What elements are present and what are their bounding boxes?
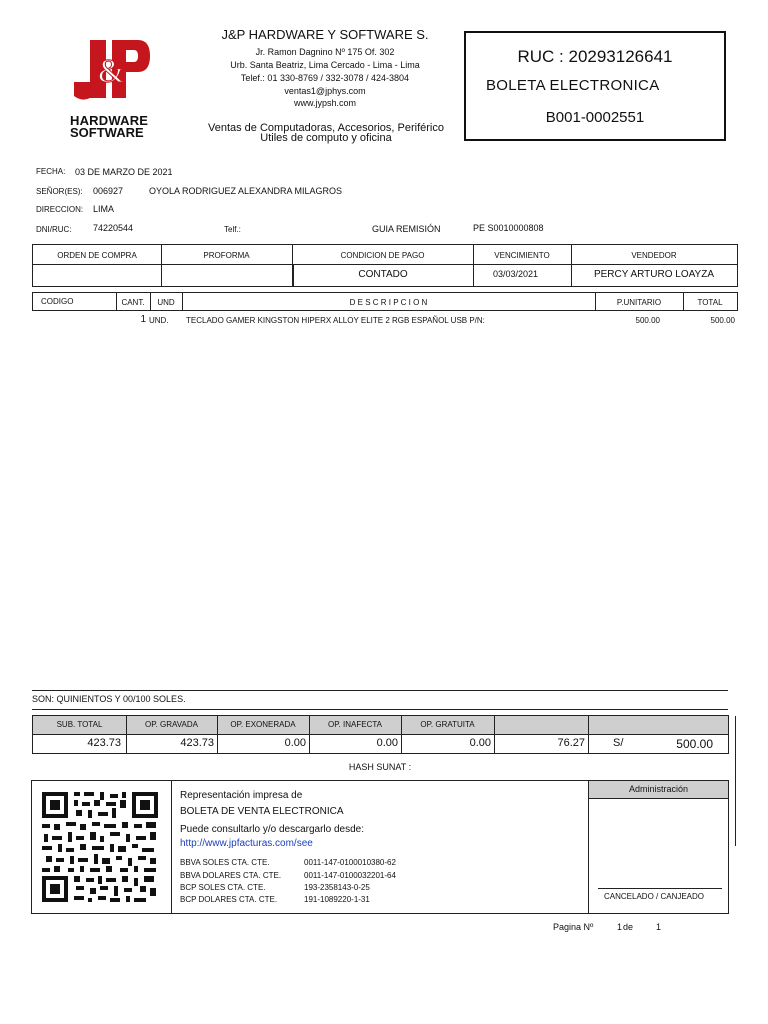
son-bottom-rule bbox=[32, 709, 728, 710]
cancelado-label: CANCELADO / CANJEADO bbox=[604, 892, 705, 901]
order-header-vendedor: VENDEDOR bbox=[631, 251, 677, 260]
amount-in-words: SON: QUINIENTOS Y 00/100 SOLES. bbox=[32, 694, 186, 704]
totals-value-subtotal: 423.73 bbox=[87, 737, 121, 749]
bank-name-2: BBVA DOLARES CTA. CTE. bbox=[180, 871, 282, 880]
bank-number-3: 193-2358143-0-25 bbox=[304, 883, 370, 892]
page-current: 1 bbox=[617, 922, 623, 932]
order-header-proforma: PROFORMA bbox=[203, 251, 250, 260]
company-logo bbox=[68, 38, 152, 138]
jp-logo-mark bbox=[68, 38, 152, 110]
order-value-vendedor: PERCY ARTURO LOAYZA bbox=[593, 269, 715, 280]
order-table bbox=[32, 244, 738, 287]
order-header-orden: ORDEN DE COMPRA bbox=[57, 251, 137, 260]
item-und: UND. bbox=[149, 316, 169, 325]
ruc-box bbox=[464, 31, 726, 141]
items-header-cant: CANT. bbox=[121, 298, 145, 307]
footer-box bbox=[31, 780, 729, 914]
bank-number-2: 0011-147-0100032201-64 bbox=[304, 871, 396, 880]
direccion-label: DIRECCION: bbox=[36, 205, 84, 214]
dni-value: 74220544 bbox=[93, 223, 134, 233]
svg-text:&: & bbox=[98, 53, 125, 90]
order-header-condicion: CONDICION DE PAGO bbox=[340, 251, 425, 260]
fecha-label: FECHA: bbox=[36, 167, 66, 176]
fecha-value: 03 DE MARZO DE 2021 bbox=[75, 167, 173, 177]
company-web: www.jypsh.com bbox=[293, 98, 356, 108]
order-header-vencimiento: VENCIMIENTO bbox=[494, 251, 550, 260]
company-address-1: Jr. Ramon Dagnino Nº 175 Of. 302 bbox=[255, 47, 395, 57]
company-name: J&P HARDWARE Y SOFTWARE S. bbox=[221, 27, 429, 42]
client-code: 006927 bbox=[93, 186, 124, 196]
page-total: 1 bbox=[656, 922, 662, 932]
page-de: de bbox=[623, 922, 634, 932]
totals-value-gravada: 423.73 bbox=[180, 737, 214, 749]
consult-link[interactable]: http://www.jpfacturas.com/see bbox=[180, 838, 313, 849]
items-header-desc: D E S C R I P C I O N bbox=[349, 298, 428, 307]
item-punit: 500.00 bbox=[635, 316, 660, 325]
item-cant: 1 bbox=[140, 314, 146, 325]
company-phone: Telef.: 01 330-8769 / 332-3078 / 424-3804 bbox=[240, 73, 410, 83]
items-header-codigo: CODIGO bbox=[41, 297, 74, 306]
son-top-rule bbox=[32, 690, 728, 691]
ruc-number: RUC : 20293126641 bbox=[517, 47, 673, 66]
bank-number-1: 0011-147-0100010380-62 bbox=[304, 858, 396, 867]
bank-number-4: 191-1089220-1-31 bbox=[304, 895, 370, 904]
table-row bbox=[32, 314, 738, 328]
totals-header-exonerada: OP. EXONERADA bbox=[230, 720, 296, 729]
totals-value-gratuita: 0.00 bbox=[469, 737, 491, 749]
page-label: Pagina Nº bbox=[553, 922, 594, 932]
doc-type: BOLETA ELECTRONICA bbox=[486, 77, 660, 94]
admin-header: Administración bbox=[628, 784, 689, 794]
totals-table bbox=[32, 715, 729, 754]
logo-line-software: SOFTWARE bbox=[70, 125, 144, 140]
logo-line-hardware: HARDWARE bbox=[70, 113, 149, 128]
bank-name-4: BCP DOLARES CTA. CTE. bbox=[180, 895, 278, 904]
item-total: 500.00 bbox=[710, 316, 735, 325]
item-desc: TECLADO GAMER KINGSTON HIPERX ALLOY ELITE 2 RGB ESPAÑOL USB P/N: bbox=[186, 316, 485, 325]
client-name: OYOLA RODRIGUEZ ALEXANDRA MILAGROS bbox=[149, 186, 343, 196]
company-slogan-1: Ventas de Computadoras, Accesorios, Periférico bbox=[207, 122, 444, 134]
items-header bbox=[32, 292, 738, 311]
signature-line bbox=[598, 888, 722, 889]
rep-line-1: Representación impresa de bbox=[180, 790, 303, 801]
right-margin-rule bbox=[735, 716, 736, 846]
bank-name-1: BBVA SOLES CTA. CTE. bbox=[180, 858, 270, 867]
dni-label: DNI/RUC: bbox=[36, 225, 72, 234]
company-email: ventas1@jphys.com bbox=[284, 86, 366, 96]
items-header-punit: P.UNITARIO bbox=[616, 298, 662, 307]
totals-currency: S/ bbox=[613, 737, 624, 749]
order-value-vencimiento: 03/03/2021 bbox=[493, 269, 539, 279]
totals-header-inafecta: OP. INAFECTA bbox=[328, 720, 382, 729]
hash-sunat-label: HASH SUNAT : bbox=[348, 762, 412, 772]
telf-label: Telf.: bbox=[224, 225, 241, 234]
totals-value-igv: 76.27 bbox=[557, 737, 585, 749]
items-header-total: TOTAL bbox=[697, 298, 723, 307]
bank-name-3: BCP SOLES CTA. CTE. bbox=[180, 883, 266, 892]
totals-value-exonerada: 0.00 bbox=[284, 737, 306, 749]
totals-grand-total: 500.00 bbox=[676, 737, 713, 751]
guia-label: GUIA REMISIÓN bbox=[372, 224, 441, 234]
rep-line-3: Puede consultarlo y/o descargarlo desde: bbox=[180, 824, 365, 835]
direccion-value: LIMA bbox=[93, 204, 115, 214]
totals-header-gratuita: OP. GRATUITA bbox=[420, 720, 475, 729]
guia-value: PE S0010000808 bbox=[473, 223, 544, 233]
totals-header-subtotal: SUB. TOTAL bbox=[56, 720, 103, 729]
totals-header-gravada: OP. GRAVADA bbox=[145, 720, 198, 729]
items-header-und: UND bbox=[157, 298, 175, 307]
doc-number: B001-0002551 bbox=[545, 109, 645, 126]
rep-line-2: BOLETA DE VENTA ELECTRONICA bbox=[180, 806, 344, 817]
company-address-2: Urb. Santa Beatriz, Lima Cercado - Lima - Lima bbox=[230, 60, 420, 70]
qr-code bbox=[40, 790, 160, 904]
totals-value-inafecta: 0.00 bbox=[376, 737, 398, 749]
senor-label: SEÑOR(ES): bbox=[36, 187, 83, 196]
company-slogan-2: Utiles de computo y oficina bbox=[260, 132, 392, 144]
order-value-condicion: CONTADO bbox=[358, 269, 408, 280]
